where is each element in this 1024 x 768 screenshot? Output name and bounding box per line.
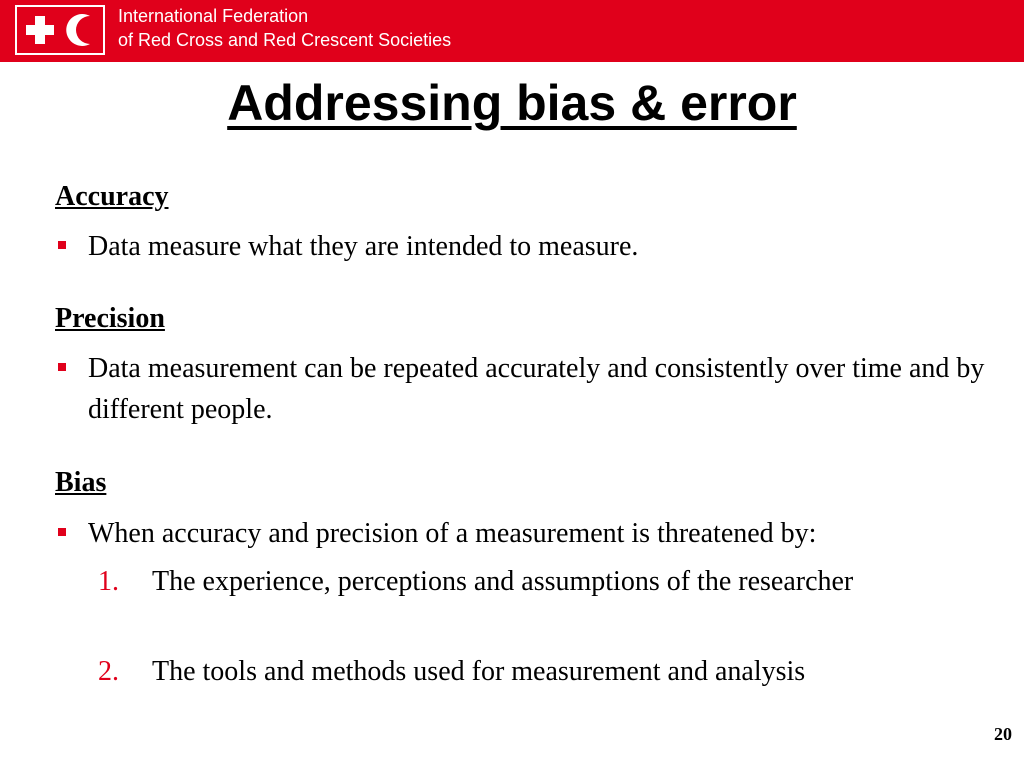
bullet-precision — [55, 348, 995, 430]
bullet-text: When accuracy and precision of a measurement is threatened by: — [88, 518, 817, 549]
item-text: The experience, perceptions and assumptions of the researcher — [152, 566, 854, 597]
slide-title — [0, 72, 1024, 134]
heading-precision: Precision — [55, 303, 165, 334]
slide-title-text: Addressing bias & error — [227, 75, 797, 131]
numbered-item-1 — [98, 561, 978, 602]
bullet-accuracy — [55, 226, 995, 267]
square-bullet-icon — [58, 528, 66, 536]
item-text: The tools and methods used for measurement and analysis — [152, 656, 806, 687]
square-bullet-icon — [58, 241, 66, 249]
red-cross-crescent-logo-icon — [15, 5, 105, 55]
bullet-text: Data measurement can be repeated accurately and consistently over time and by different people. — [88, 353, 985, 425]
heading-bias: Bias — [55, 467, 107, 498]
organization-name — [118, 4, 451, 52]
page-number: 20 — [994, 724, 1012, 744]
square-bullet-icon — [58, 363, 66, 371]
heading-accuracy: Accuracy — [55, 181, 169, 212]
bullet-bias — [55, 513, 995, 554]
org-name-line1: International Federation — [118, 6, 309, 26]
numbered-item-2 — [98, 651, 978, 692]
header-bar — [0, 0, 1024, 62]
org-name-line2: of Red Cross and Red Crescent Societies — [118, 30, 452, 50]
item-number: 2. — [98, 656, 119, 687]
item-number: 1. — [98, 566, 119, 597]
bullet-text: Data measure what they are intended to measure. — [88, 231, 639, 262]
